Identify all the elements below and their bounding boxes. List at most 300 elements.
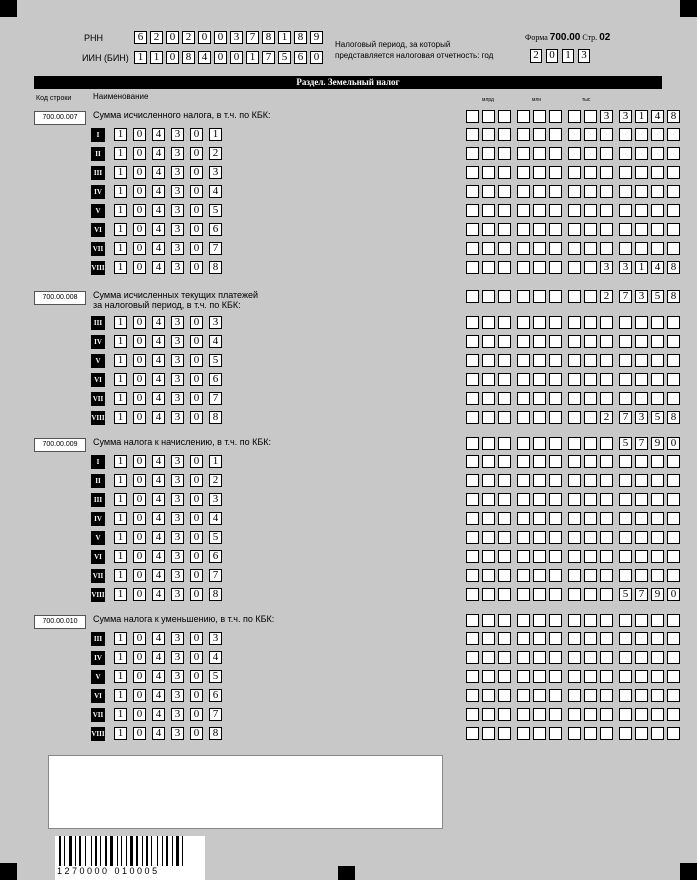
row-amount-cell[interactable] [549,261,562,274]
row-amount-cell[interactable] [549,588,562,601]
row-amount-cell[interactable] [568,354,581,367]
row-amount-cell[interactable]: 7 [619,411,632,424]
row-amount-cell[interactable] [600,512,613,525]
row-amount-cell[interactable] [466,670,479,683]
kbk-digit-cell[interactable]: 4 [152,373,165,386]
row-amount-cell[interactable] [651,204,664,217]
row-amount-cell[interactable] [533,223,546,236]
row-amount-cell[interactable] [651,474,664,487]
row-amount-cell[interactable] [651,708,664,721]
row-amount-cell[interactable] [549,316,562,329]
total-amount-cell[interactable] [651,614,664,627]
total-amount-cell[interactable]: 5 [651,290,664,303]
row-amount-cell[interactable] [619,670,632,683]
row-amount-cell[interactable] [498,373,511,386]
row-amount-cell[interactable] [533,455,546,468]
row-amount-cell[interactable] [584,354,597,367]
total-amount-cell[interactable] [635,614,648,627]
kbk-digit-cell[interactable]: 0 [133,335,146,348]
row-amount-cell[interactable] [466,185,479,198]
kbk-digit-cell[interactable]: 1 [114,670,127,683]
kbk-digit-cell[interactable]: 1 [114,708,127,721]
row-amount-cell[interactable] [517,204,530,217]
row-amount-cell[interactable] [533,335,546,348]
row-amount-cell[interactable] [568,493,581,506]
row-amount-cell[interactable] [482,411,495,424]
row-amount-cell[interactable] [533,185,546,198]
kbk-digit-cell[interactable]: 0 [190,166,203,179]
row-amount-cell[interactable] [584,531,597,544]
total-amount-cell[interactable] [533,290,546,303]
kbk-digit-cell[interactable]: 4 [152,147,165,160]
kbk-digit-cell[interactable]: 0 [190,569,203,582]
row-amount-cell[interactable] [635,512,648,525]
kbk-digit-cell[interactable]: 3 [171,670,184,683]
row-amount-cell[interactable] [498,550,511,563]
row-amount-cell[interactable] [498,670,511,683]
kbk-digit-cell[interactable]: 1 [114,392,127,405]
kbk-digit-cell[interactable]: 0 [190,223,203,236]
total-amount-cell[interactable] [498,614,511,627]
rnn-digit-cell[interactable]: 2 [182,31,195,44]
row-amount-cell[interactable] [667,392,680,405]
row-amount-cell[interactable] [482,493,495,506]
kbk-digit-cell[interactable]: 3 [171,316,184,329]
total-amount-cell[interactable] [482,290,495,303]
row-amount-cell[interactable]: 2 [600,411,613,424]
row-amount-cell[interactable] [667,512,680,525]
kbk-digit-cell[interactable]: 4 [152,727,165,740]
kbk-digit-cell[interactable]: 0 [133,455,146,468]
kbk-digit-cell[interactable]: 0 [190,316,203,329]
kbk-digit-cell[interactable]: 4 [152,261,165,274]
kbk-digit-cell[interactable]: 0 [133,588,146,601]
kbk-digit-cell[interactable]: 4 [209,651,222,664]
row-amount-cell[interactable] [466,689,479,702]
row-amount-cell[interactable] [600,670,613,683]
total-amount-cell[interactable] [498,437,511,450]
kbk-digit-cell[interactable]: 0 [133,727,146,740]
row-amount-cell[interactable] [498,531,511,544]
row-amount-cell[interactable] [482,727,495,740]
row-amount-cell[interactable] [517,493,530,506]
row-amount-cell[interactable] [667,670,680,683]
kbk-digit-cell[interactable]: 0 [190,261,203,274]
row-amount-cell[interactable] [533,411,546,424]
kbk-digit-cell[interactable]: 5 [209,204,222,217]
kbk-digit-cell[interactable]: 5 [209,531,222,544]
kbk-digit-cell[interactable]: 4 [152,689,165,702]
row-amount-cell[interactable] [517,392,530,405]
row-amount-cell[interactable] [600,128,613,141]
row-amount-cell[interactable] [533,550,546,563]
row-amount-cell[interactable] [568,670,581,683]
row-amount-cell[interactable] [667,455,680,468]
kbk-digit-cell[interactable]: 3 [171,474,184,487]
row-amount-cell[interactable] [482,204,495,217]
kbk-digit-cell[interactable]: 1 [114,261,127,274]
total-amount-cell[interactable] [549,614,562,627]
kbk-digit-cell[interactable]: 4 [209,335,222,348]
row-amount-cell[interactable] [549,727,562,740]
row-amount-cell[interactable] [584,727,597,740]
row-amount-cell[interactable] [584,455,597,468]
kbk-digit-cell[interactable]: 3 [171,242,184,255]
kbk-digit-cell[interactable]: 4 [152,493,165,506]
kbk-digit-cell[interactable]: 1 [114,316,127,329]
row-amount-cell[interactable] [533,689,546,702]
kbk-digit-cell[interactable]: 7 [209,708,222,721]
kbk-digit-cell[interactable]: 0 [190,670,203,683]
kbk-digit-cell[interactable]: 6 [209,550,222,563]
row-amount-cell[interactable] [584,474,597,487]
row-amount-cell[interactable] [651,670,664,683]
total-amount-cell[interactable]: 7 [635,437,648,450]
row-amount-cell[interactable] [482,474,495,487]
kbk-digit-cell[interactable]: 0 [190,632,203,645]
kbk-digit-cell[interactable]: 0 [133,185,146,198]
kbk-digit-cell[interactable]: 0 [133,569,146,582]
row-amount-cell[interactable] [667,493,680,506]
row-amount-cell[interactable] [482,223,495,236]
total-amount-cell[interactable] [568,110,581,123]
kbk-digit-cell[interactable]: 3 [171,128,184,141]
kbk-digit-cell[interactable]: 3 [171,689,184,702]
row-amount-cell[interactable] [635,128,648,141]
row-amount-cell[interactable] [498,632,511,645]
kbk-digit-cell[interactable]: 1 [114,185,127,198]
kbk-digit-cell[interactable]: 4 [209,185,222,198]
row-amount-cell[interactable] [619,531,632,544]
kbk-digit-cell[interactable]: 3 [171,651,184,664]
year-digit-cell[interactable]: 3 [578,49,590,63]
kbk-digit-cell[interactable]: 0 [133,474,146,487]
row-amount-cell[interactable]: 0 [667,588,680,601]
total-amount-cell[interactable]: 7 [619,290,632,303]
kbk-digit-cell[interactable]: 0 [133,512,146,525]
row-amount-cell[interactable] [651,242,664,255]
row-amount-cell[interactable] [568,512,581,525]
row-amount-cell[interactable] [667,147,680,160]
row-amount-cell[interactable] [482,531,495,544]
row-amount-cell[interactable] [651,373,664,386]
total-amount-cell[interactable] [549,437,562,450]
row-amount-cell[interactable] [651,727,664,740]
total-amount-cell[interactable] [466,290,479,303]
row-amount-cell[interactable] [651,632,664,645]
row-amount-cell[interactable] [498,335,511,348]
row-amount-cell[interactable] [568,689,581,702]
kbk-digit-cell[interactable]: 2 [209,474,222,487]
kbk-digit-cell[interactable]: 3 [171,588,184,601]
row-amount-cell[interactable] [533,632,546,645]
row-amount-cell[interactable] [549,708,562,721]
kbk-digit-cell[interactable]: 1 [114,223,127,236]
row-amount-cell[interactable] [498,588,511,601]
total-amount-cell[interactable] [466,614,479,627]
total-amount-cell[interactable] [568,614,581,627]
row-amount-cell[interactable] [667,708,680,721]
row-amount-cell[interactable] [517,335,530,348]
row-amount-cell[interactable] [568,411,581,424]
row-amount-cell[interactable] [584,128,597,141]
kbk-digit-cell[interactable]: 8 [209,411,222,424]
total-amount-cell[interactable]: 3 [635,290,648,303]
row-amount-cell[interactable] [667,727,680,740]
row-amount-cell[interactable] [568,261,581,274]
row-amount-cell[interactable] [533,242,546,255]
iin-digit-cell[interactable]: 0 [166,51,179,64]
total-amount-cell[interactable] [533,110,546,123]
row-amount-cell[interactable] [584,204,597,217]
kbk-digit-cell[interactable]: 0 [190,550,203,563]
row-amount-cell[interactable] [533,128,546,141]
row-amount-cell[interactable] [619,569,632,582]
rnn-digit-cell[interactable]: 8 [262,31,275,44]
rnn-digit-cell[interactable]: 9 [310,31,323,44]
total-amount-cell[interactable] [498,110,511,123]
row-amount-cell[interactable] [600,651,613,664]
row-amount-cell[interactable]: 4 [651,261,664,274]
row-amount-cell[interactable] [635,569,648,582]
row-amount-cell[interactable]: 3 [600,261,613,274]
row-amount-cell[interactable] [466,531,479,544]
row-amount-cell[interactable] [651,493,664,506]
kbk-digit-cell[interactable]: 0 [133,651,146,664]
kbk-digit-cell[interactable]: 0 [190,531,203,544]
kbk-digit-cell[interactable]: 1 [114,373,127,386]
iin-digit-cell[interactable]: 4 [198,51,211,64]
kbk-digit-cell[interactable]: 1 [114,569,127,582]
row-amount-cell[interactable] [635,354,648,367]
row-amount-cell[interactable] [568,223,581,236]
row-amount-cell[interactable] [619,493,632,506]
row-amount-cell[interactable] [517,689,530,702]
kbk-digit-cell[interactable]: 0 [190,335,203,348]
row-amount-cell[interactable] [466,493,479,506]
kbk-digit-cell[interactable]: 4 [209,512,222,525]
row-amount-cell[interactable] [619,455,632,468]
row-amount-cell[interactable] [498,708,511,721]
row-amount-cell[interactable] [635,147,648,160]
kbk-digit-cell[interactable]: 1 [114,512,127,525]
row-amount-cell[interactable] [635,316,648,329]
kbk-digit-cell[interactable]: 1 [114,147,127,160]
kbk-digit-cell[interactable]: 0 [133,531,146,544]
row-amount-cell[interactable] [533,316,546,329]
kbk-digit-cell[interactable]: 7 [209,242,222,255]
rnn-digit-cell[interactable]: 7 [246,31,259,44]
row-amount-cell[interactable] [651,455,664,468]
year-digit-cell[interactable]: 1 [562,49,574,63]
row-amount-cell[interactable] [466,166,479,179]
iin-digit-cell[interactable]: 6 [294,51,307,64]
row-amount-cell[interactable] [549,166,562,179]
row-amount-cell[interactable] [568,335,581,348]
row-amount-cell[interactable] [549,569,562,582]
total-amount-cell[interactable] [667,614,680,627]
row-amount-cell[interactable] [568,727,581,740]
row-amount-cell[interactable] [600,632,613,645]
row-amount-cell[interactable]: 8 [667,261,680,274]
total-amount-cell[interactable] [533,437,546,450]
kbk-digit-cell[interactable]: 6 [209,373,222,386]
total-amount-cell[interactable] [568,290,581,303]
row-amount-cell[interactable] [600,392,613,405]
row-amount-cell[interactable] [568,242,581,255]
row-amount-cell[interactable] [498,261,511,274]
kbk-digit-cell[interactable]: 1 [114,588,127,601]
kbk-digit-cell[interactable]: 3 [171,632,184,645]
row-amount-cell[interactable] [498,204,511,217]
row-amount-cell[interactable] [533,708,546,721]
kbk-digit-cell[interactable]: 0 [133,632,146,645]
kbk-digit-cell[interactable]: 0 [133,354,146,367]
row-amount-cell[interactable] [533,373,546,386]
row-amount-cell[interactable] [651,689,664,702]
total-amount-cell[interactable] [498,290,511,303]
row-amount-cell[interactable] [533,166,546,179]
row-amount-cell[interactable] [584,373,597,386]
row-amount-cell[interactable] [600,166,613,179]
row-amount-cell[interactable] [482,512,495,525]
kbk-digit-cell[interactable]: 6 [209,689,222,702]
row-amount-cell[interactable] [600,335,613,348]
row-amount-cell[interactable] [600,204,613,217]
row-amount-cell[interactable] [517,455,530,468]
kbk-digit-cell[interactable]: 0 [190,354,203,367]
row-amount-cell[interactable] [651,128,664,141]
row-amount-cell[interactable] [600,569,613,582]
total-amount-cell[interactable] [482,437,495,450]
row-amount-cell[interactable] [619,689,632,702]
row-amount-cell[interactable] [635,651,648,664]
kbk-digit-cell[interactable]: 3 [171,166,184,179]
row-amount-cell[interactable] [619,727,632,740]
row-amount-cell[interactable] [498,242,511,255]
row-amount-cell[interactable] [619,166,632,179]
row-amount-cell[interactable] [466,354,479,367]
row-amount-cell[interactable] [482,373,495,386]
year-digit-cell[interactable]: 0 [546,49,558,63]
row-amount-cell[interactable] [584,411,597,424]
row-amount-cell[interactable] [667,550,680,563]
kbk-digit-cell[interactable]: 4 [152,708,165,721]
total-amount-cell[interactable] [619,614,632,627]
row-amount-cell[interactable] [651,316,664,329]
row-amount-cell[interactable] [635,455,648,468]
row-amount-cell[interactable] [600,550,613,563]
row-amount-cell[interactable]: 5 [651,411,664,424]
kbk-digit-cell[interactable]: 4 [152,569,165,582]
row-amount-cell[interactable] [517,670,530,683]
total-amount-cell[interactable] [600,437,613,450]
row-amount-cell[interactable] [619,651,632,664]
row-amount-cell[interactable] [619,335,632,348]
kbk-digit-cell[interactable]: 1 [114,632,127,645]
total-amount-cell[interactable] [517,614,530,627]
row-amount-cell[interactable] [517,708,530,721]
row-amount-cell[interactable] [482,689,495,702]
row-amount-cell[interactable] [533,147,546,160]
row-amount-cell[interactable]: 5 [619,588,632,601]
total-amount-cell[interactable]: 5 [619,437,632,450]
row-amount-cell[interactable] [619,223,632,236]
row-amount-cell[interactable] [498,316,511,329]
row-amount-cell[interactable] [498,493,511,506]
row-amount-cell[interactable] [533,651,546,664]
row-amount-cell[interactable] [667,531,680,544]
kbk-digit-cell[interactable]: 4 [152,455,165,468]
row-amount-cell[interactable] [482,550,495,563]
row-amount-cell[interactable] [498,185,511,198]
row-amount-cell[interactable] [482,455,495,468]
row-amount-cell[interactable] [635,242,648,255]
row-amount-cell[interactable] [651,354,664,367]
row-amount-cell[interactable] [568,651,581,664]
row-amount-cell[interactable] [600,316,613,329]
row-amount-cell[interactable] [498,128,511,141]
row-amount-cell[interactable] [517,185,530,198]
rnn-digit-cell[interactable]: 0 [214,31,227,44]
kbk-digit-cell[interactable]: 0 [133,670,146,683]
row-amount-cell[interactable] [635,166,648,179]
row-amount-cell[interactable] [533,727,546,740]
row-amount-cell[interactable] [498,166,511,179]
row-amount-cell[interactable] [517,588,530,601]
row-amount-cell[interactable] [635,474,648,487]
row-amount-cell[interactable] [584,147,597,160]
row-amount-cell[interactable] [549,531,562,544]
kbk-digit-cell[interactable]: 4 [152,588,165,601]
row-amount-cell[interactable] [498,354,511,367]
row-amount-cell[interactable] [635,670,648,683]
kbk-digit-cell[interactable]: 3 [171,550,184,563]
row-amount-cell[interactable] [651,550,664,563]
row-amount-cell[interactable] [584,670,597,683]
row-amount-cell[interactable] [651,392,664,405]
row-amount-cell[interactable] [533,531,546,544]
row-amount-cell[interactable] [517,354,530,367]
row-amount-cell[interactable] [533,204,546,217]
kbk-digit-cell[interactable]: 3 [171,204,184,217]
row-amount-cell[interactable] [549,185,562,198]
total-amount-cell[interactable] [584,110,597,123]
row-amount-cell[interactable] [635,223,648,236]
row-amount-cell[interactable] [600,531,613,544]
row-amount-cell[interactable] [600,185,613,198]
kbk-digit-cell[interactable]: 3 [171,455,184,468]
row-amount-cell[interactable] [584,392,597,405]
kbk-digit-cell[interactable]: 8 [209,261,222,274]
kbk-digit-cell[interactable]: 0 [190,727,203,740]
row-amount-cell[interactable] [600,455,613,468]
row-amount-cell[interactable] [533,569,546,582]
kbk-digit-cell[interactable]: 0 [133,166,146,179]
kbk-digit-cell[interactable]: 1 [114,411,127,424]
kbk-digit-cell[interactable]: 0 [190,373,203,386]
kbk-digit-cell[interactable]: 3 [171,185,184,198]
row-amount-cell[interactable] [549,147,562,160]
kbk-digit-cell[interactable]: 4 [152,223,165,236]
kbk-digit-cell[interactable]: 0 [190,512,203,525]
total-amount-cell[interactable] [584,614,597,627]
row-amount-cell[interactable] [482,128,495,141]
kbk-digit-cell[interactable]: 0 [190,651,203,664]
row-amount-cell[interactable] [667,316,680,329]
row-amount-cell[interactable] [466,373,479,386]
row-amount-cell[interactable] [568,147,581,160]
